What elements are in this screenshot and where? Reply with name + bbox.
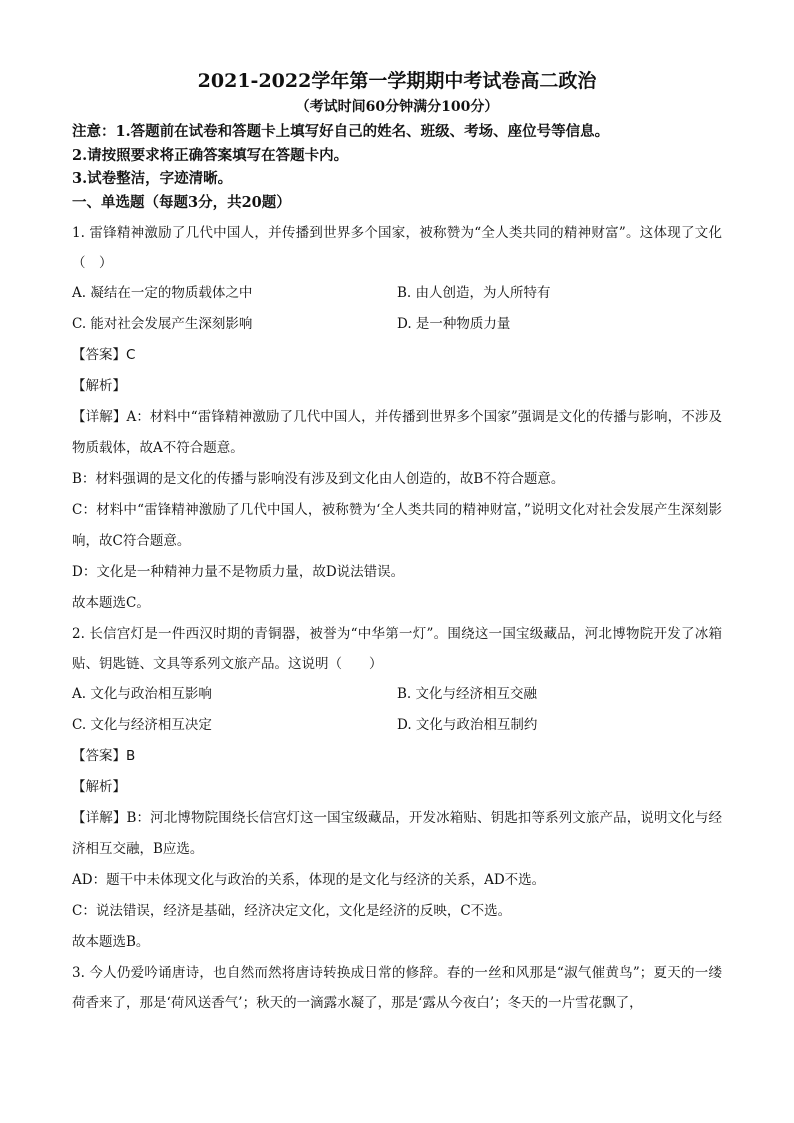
detail-line: B：材料强调的是文化的传播与影响没有涉及到文化由人创造的，故B不符合题意。 (72, 471, 565, 487)
detail-line: 【详解】B：河北博物院围绕长信宫灯这一国宝级藏品，开发冰箱贴、钥匙扣等系列文旅产品，说明文化与经济相互交融，B应选。 (72, 810, 722, 857)
detail-line: D：文化是一种精神力量不是物质力量，故D说法错误。 (72, 564, 405, 580)
option-d: D. 是一种物质力量 (397, 316, 511, 332)
detail-line: 【详解】A：材料中“雷锋精神激励了几代中国人，并传播到世界多个国家”强调是文化的传播与影响，不涉及物质载体，故A不符合题意。 (72, 409, 722, 456)
question-2-stem: 2. 长信宫灯是一件西汉时期的青铜器，被誉为“中华第一灯”。围绕这一国宝级藏品，河北博物院开发了冰箱贴、钥匙链、文具等系列文旅产品。这说明（ ） (72, 626, 722, 672)
question-3-stem: 3. 今人仍爱吟诵唐诗，也自然而然将唐诗转换成日常的修辞。春的一丝和风那是“淑气催黄鸟”；夏天的一缕荷香来了，那是‘荷风送香气’；秋天的一滴露水凝了，那是‘露从今夜白’；冬天的一片雪花飘了， (72, 965, 722, 1011)
answer-label: 【答案】C (72, 347, 136, 363)
detail-line: C：说法错误，经济是基础，经济决定文化，文化是经济的反映，C不选。 (72, 903, 512, 919)
option-b: B. 由人创造，为人所特有 (397, 285, 551, 301)
option-b: B. 文化与经济相互交融 (397, 686, 538, 702)
option-a: A. 凝结在一定的物质载体之中 (72, 285, 253, 301)
question-1-stem: 1. 雷锋精神激励了几代中国人，并传播到世界多个国家，被称赞为“全人类共同的精神财富”。这体现了文化（ ） (72, 225, 722, 271)
page-title: 2021-2022学年第一学期期中考试卷高二政治 (197, 70, 597, 92)
option-c: C. 文化与经济相互决定 (72, 717, 212, 733)
exam-page (72, 68, 722, 1018)
analysis-label: 【解析】 (72, 779, 126, 795)
question-1-options (72, 278, 722, 340)
detail-line: 故本题选B。 (72, 934, 150, 950)
detail-line: C：材料中“雷锋精神激励了几代中国人，被称赞为‘全人类共同的精神财富，”说明文化对社会发展产生深刻影响，故C符合题意。 (72, 502, 722, 549)
note-2: 2.请按照要求将正确答案填写在答题卡内。 (72, 146, 349, 164)
option-c: C. 能对社会发展产生深刻影响 (72, 316, 253, 332)
analysis-label: 【解析】 (72, 378, 126, 394)
detail-line: 故本题选C。 (72, 595, 150, 611)
detail-line: AD：题干中未体现文化与政治的关系，体现的是文化与经济的关系，AD不选。 (72, 872, 546, 888)
note-3: 3.试卷整洁，字迹清晰。 (72, 170, 233, 187)
question-2-options (72, 679, 722, 741)
answer-label: 【答案】B (72, 748, 136, 764)
exam-info: （考试时间60分钟满分100分） (295, 99, 499, 115)
option-d: D. 文化与政治相互制约 (397, 717, 538, 733)
note-1: 注意：1.答题前在试卷和答题卡上填写好自己的姓名、班级、考场、座位号等信息。 (72, 123, 610, 140)
section-heading: 一、单选题（每题3分，共20题） (72, 193, 291, 211)
option-a: A. 文化与政治相互影响 (72, 686, 212, 702)
